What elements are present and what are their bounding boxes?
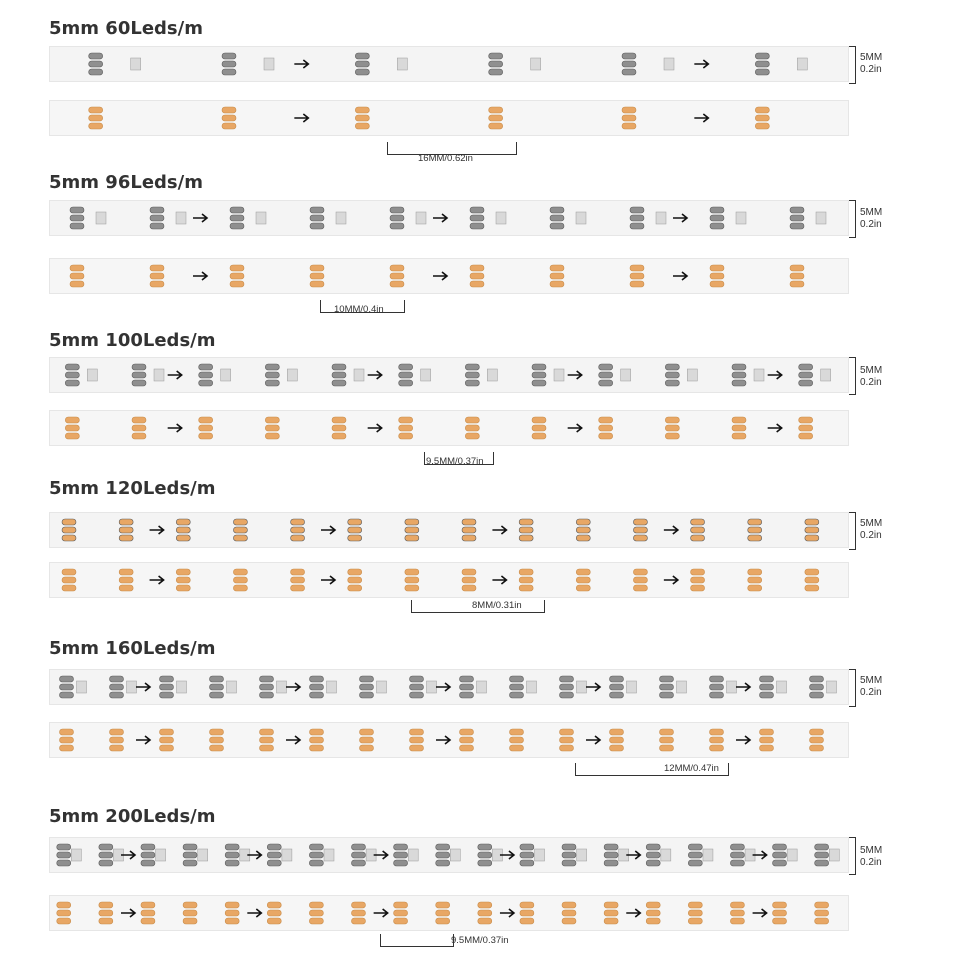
led-chip: [141, 844, 166, 866]
width-dimension-label: 5MM 0.2in: [860, 675, 883, 698]
led-chip: [688, 902, 702, 924]
led-chip: [70, 265, 84, 287]
led-chip: [150, 207, 186, 229]
led-chip: [399, 364, 431, 386]
spacing-bracket: [380, 934, 454, 947]
led-chip: [560, 729, 574, 751]
led-chip: [199, 417, 213, 439]
led-chip: [233, 569, 247, 591]
data-direction-arrow-icon: [736, 683, 750, 691]
section-title: 5mm 100Leds/m: [49, 330, 216, 351]
section-title: 5mm 160Leds/m: [49, 638, 216, 659]
led-chip: [99, 844, 124, 866]
led-chip: [230, 207, 266, 229]
led-chip: [630, 207, 666, 229]
led-chip: [110, 676, 137, 698]
led-chip: [390, 207, 426, 229]
led-chip: [183, 902, 197, 924]
led-chip: [532, 364, 564, 386]
data-direction-arrow-icon: [664, 526, 678, 534]
strip-back: [49, 258, 849, 294]
data-direction-arrow-icon: [136, 736, 150, 744]
strip-front: [49, 200, 849, 236]
led-chip: [265, 417, 279, 439]
led-chip: [310, 265, 324, 287]
led-chip: [760, 676, 787, 698]
led-chip: [688, 844, 713, 866]
led-chip: [309, 902, 323, 924]
led-chip: [176, 519, 190, 541]
led-chip: [799, 364, 831, 386]
led-chip: [799, 417, 813, 439]
data-direction-arrow-icon: [436, 736, 450, 744]
led-chip: [519, 519, 533, 541]
led-chip: [633, 519, 647, 541]
section-title: 5mm 96Leds/m: [49, 172, 203, 193]
section-title: 5mm 120Leds/m: [49, 478, 216, 499]
led-chip: [710, 676, 737, 698]
strip-front: [49, 512, 849, 548]
led-chip: [755, 53, 807, 75]
led-chip: [460, 729, 474, 751]
led-chip: [665, 364, 697, 386]
led-chip-row: [49, 895, 849, 931]
data-direction-arrow-icon: [286, 683, 300, 691]
strip-back: [49, 722, 849, 758]
led-chip-row: [49, 258, 849, 294]
led-chip: [160, 676, 187, 698]
led-chip: [436, 902, 450, 924]
data-direction-arrow-icon: [150, 526, 164, 534]
data-direction-arrow-icon: [736, 736, 750, 744]
led-chip: [520, 902, 534, 924]
led-chip: [815, 844, 840, 866]
led-chip: [267, 902, 281, 924]
data-direction-arrow-icon: [168, 371, 182, 379]
led-chip: [348, 569, 362, 591]
led-chip: [57, 844, 82, 866]
led-chip: [710, 729, 724, 751]
data-direction-arrow-icon: [568, 371, 582, 379]
data-direction-arrow-icon: [374, 909, 388, 917]
data-direction-arrow-icon: [433, 214, 447, 222]
led-chip: [89, 107, 103, 129]
data-direction-arrow-icon: [294, 60, 308, 68]
led-chip: [355, 53, 407, 75]
led-chip: [351, 902, 365, 924]
led-chip: [560, 676, 587, 698]
data-direction-arrow-icon: [121, 909, 135, 917]
data-direction-arrow-icon: [586, 683, 600, 691]
led-chip: [748, 519, 762, 541]
led-chip: [478, 844, 503, 866]
led-chip: [394, 844, 419, 866]
led-chip: [730, 902, 744, 924]
led-chip: [691, 519, 705, 541]
width-dimension-label: 5MM 0.2in: [860, 365, 883, 388]
led-chip: [633, 569, 647, 591]
led-chip: [62, 569, 76, 591]
led-chip: [489, 107, 503, 129]
led-chip: [622, 53, 674, 75]
led-chip: [610, 676, 637, 698]
led-chip: [622, 107, 636, 129]
led-chip: [60, 676, 87, 698]
led-chip: [65, 417, 79, 439]
led-chip: [390, 265, 404, 287]
led-chip: [310, 729, 324, 751]
led-chip: [132, 417, 146, 439]
led-chip: [815, 902, 829, 924]
data-direction-arrow-icon: [626, 909, 640, 917]
led-chip: [810, 676, 837, 698]
data-direction-arrow-icon: [753, 909, 767, 917]
led-chip: [755, 107, 769, 129]
led-chip: [773, 902, 787, 924]
led-chip: [410, 676, 437, 698]
led-chip: [309, 844, 334, 866]
led-chip: [222, 107, 236, 129]
data-direction-arrow-icon: [193, 214, 207, 222]
led-chip: [210, 729, 224, 751]
led-chip: [332, 364, 364, 386]
data-direction-arrow-icon: [492, 576, 506, 584]
width-dimension-label: 5MM 0.2in: [860, 845, 883, 868]
led-chip-row: [49, 512, 849, 548]
led-chip: [710, 265, 724, 287]
led-chip: [519, 569, 533, 591]
led-chip: [183, 844, 208, 866]
led-chip: [810, 729, 824, 751]
led-chip: [562, 844, 587, 866]
led-chip: [260, 729, 274, 751]
width-dimension-bracket: [849, 669, 856, 707]
width-dimension-bracket: [849, 200, 856, 238]
led-chip: [489, 53, 541, 75]
led-chip: [732, 364, 764, 386]
data-direction-arrow-icon: [694, 60, 708, 68]
led-chip: [360, 676, 387, 698]
led-chip: [576, 569, 590, 591]
led-chip: [160, 729, 174, 751]
led-chip: [394, 902, 408, 924]
data-direction-arrow-icon: [368, 371, 382, 379]
led-chip: [465, 417, 479, 439]
led-chip: [199, 364, 231, 386]
led-chip: [462, 569, 476, 591]
led-chip: [520, 844, 545, 866]
led-chip: [470, 207, 506, 229]
data-direction-arrow-icon: [168, 424, 182, 432]
width-dimension-label: 5MM 0.2in: [860, 52, 883, 75]
led-chip: [790, 207, 826, 229]
data-direction-arrow-icon: [673, 272, 687, 280]
led-chip: [355, 107, 369, 129]
led-chip: [348, 519, 362, 541]
led-chip: [660, 676, 687, 698]
led-chip: [436, 844, 461, 866]
spacing-label: 8MM/0.31in: [472, 600, 522, 611]
led-chip: [310, 676, 337, 698]
led-chip: [291, 519, 305, 541]
led-chip-row: [49, 357, 849, 393]
led-chip: [332, 417, 346, 439]
led-chip: [630, 265, 644, 287]
strip-back: [49, 562, 849, 598]
led-chip: [57, 902, 71, 924]
data-direction-arrow-icon: [321, 526, 335, 534]
data-direction-arrow-icon: [586, 736, 600, 744]
led-chip: [805, 569, 819, 591]
strip-front: [49, 46, 849, 82]
width-dimension-bracket: [849, 357, 856, 395]
data-direction-arrow-icon: [492, 526, 506, 534]
led-chip: [60, 729, 74, 751]
led-chip: [510, 729, 524, 751]
led-chip: [646, 902, 660, 924]
led-chip: [405, 569, 419, 591]
led-chip: [465, 364, 497, 386]
led-chip: [773, 844, 798, 866]
led-chip: [665, 417, 679, 439]
width-dimension-label: 5MM 0.2in: [860, 207, 883, 230]
width-dimension-bracket: [849, 512, 856, 550]
data-direction-arrow-icon: [568, 424, 582, 432]
led-chip: [291, 569, 305, 591]
spacing-label: 10MM/0.4in: [334, 304, 384, 315]
led-chip: [233, 519, 247, 541]
led-chip: [399, 417, 413, 439]
data-direction-arrow-icon: [433, 272, 447, 280]
strip-back: [49, 100, 849, 136]
led-chip: [405, 519, 419, 541]
strip-back: [49, 410, 849, 446]
led-chip-row: [49, 669, 849, 705]
section-title: 5mm 200Leds/m: [49, 806, 216, 827]
strip-front: [49, 669, 849, 705]
led-chip-row: [49, 722, 849, 758]
led-chip: [225, 902, 239, 924]
led-chip: [460, 676, 487, 698]
data-direction-arrow-icon: [368, 424, 382, 432]
data-direction-arrow-icon: [150, 576, 164, 584]
led-chip: [610, 729, 624, 751]
led-chip: [150, 265, 164, 287]
led-chip: [732, 417, 746, 439]
data-direction-arrow-icon: [247, 909, 261, 917]
led-chip-row: [49, 410, 849, 446]
led-chip: [230, 265, 244, 287]
led-chip: [360, 729, 374, 751]
strip-back: [49, 895, 849, 931]
led-chip: [691, 569, 705, 591]
led-chip: [532, 417, 546, 439]
led-chip: [141, 902, 155, 924]
led-chip: [89, 53, 141, 75]
led-chip: [65, 364, 97, 386]
led-chip: [70, 207, 106, 229]
width-dimension-label: 5MM 0.2in: [860, 518, 883, 541]
led-chip: [760, 729, 774, 751]
led-chip: [710, 207, 746, 229]
led-chip: [730, 844, 755, 866]
led-chip-row: [49, 562, 849, 598]
led-chip: [119, 519, 133, 541]
led-chip-row: [49, 200, 849, 236]
led-chip: [225, 844, 250, 866]
data-direction-arrow-icon: [768, 371, 782, 379]
led-chip: [550, 207, 586, 229]
strip-front: [49, 837, 849, 873]
led-chip: [260, 676, 287, 698]
led-chip: [470, 265, 484, 287]
led-chip: [119, 569, 133, 591]
led-chip: [310, 207, 346, 229]
data-direction-arrow-icon: [664, 576, 678, 584]
led-chip-row: [49, 46, 849, 82]
spacing-label: 12MM/0.47in: [664, 763, 719, 774]
led-chip: [790, 265, 804, 287]
data-direction-arrow-icon: [500, 909, 514, 917]
led-chip: [265, 364, 297, 386]
section-title: 5mm 60Leds/m: [49, 18, 203, 39]
led-chip: [576, 519, 590, 541]
data-direction-arrow-icon: [294, 114, 308, 122]
led-chip: [599, 364, 631, 386]
data-direction-arrow-icon: [136, 683, 150, 691]
led-chip: [267, 844, 292, 866]
spacing-label: 9.5MM/0.37in: [426, 456, 484, 467]
data-direction-arrow-icon: [436, 683, 450, 691]
data-direction-arrow-icon: [768, 424, 782, 432]
led-chip: [550, 265, 564, 287]
led-chip: [604, 844, 629, 866]
led-chip: [604, 902, 618, 924]
led-chip: [805, 519, 819, 541]
led-chip-row: [49, 837, 849, 873]
led-chip: [62, 519, 76, 541]
strip-front: [49, 357, 849, 393]
data-direction-arrow-icon: [286, 736, 300, 744]
led-chip: [660, 729, 674, 751]
data-direction-arrow-icon: [321, 576, 335, 584]
led-chip: [176, 569, 190, 591]
led-chip: [351, 844, 376, 866]
led-chip: [99, 902, 113, 924]
data-direction-arrow-icon: [193, 272, 207, 280]
data-direction-arrow-icon: [694, 114, 708, 122]
led-chip: [510, 676, 537, 698]
led-chip-row: [49, 100, 849, 136]
led-chip: [646, 844, 671, 866]
led-chip: [132, 364, 164, 386]
data-direction-arrow-icon: [673, 214, 687, 222]
spacing-label: 16MM/0.62in: [418, 153, 473, 164]
led-chip: [562, 902, 576, 924]
led-chip: [110, 729, 124, 751]
led-chip: [462, 519, 476, 541]
led-chip: [748, 569, 762, 591]
spacing-label: 9.5MM/0.37in: [451, 935, 509, 946]
led-chip: [222, 53, 274, 75]
led-chip: [410, 729, 424, 751]
led-chip: [210, 676, 237, 698]
led-chip: [599, 417, 613, 439]
width-dimension-bracket: [849, 837, 856, 875]
led-chip: [478, 902, 492, 924]
width-dimension-bracket: [849, 46, 856, 84]
